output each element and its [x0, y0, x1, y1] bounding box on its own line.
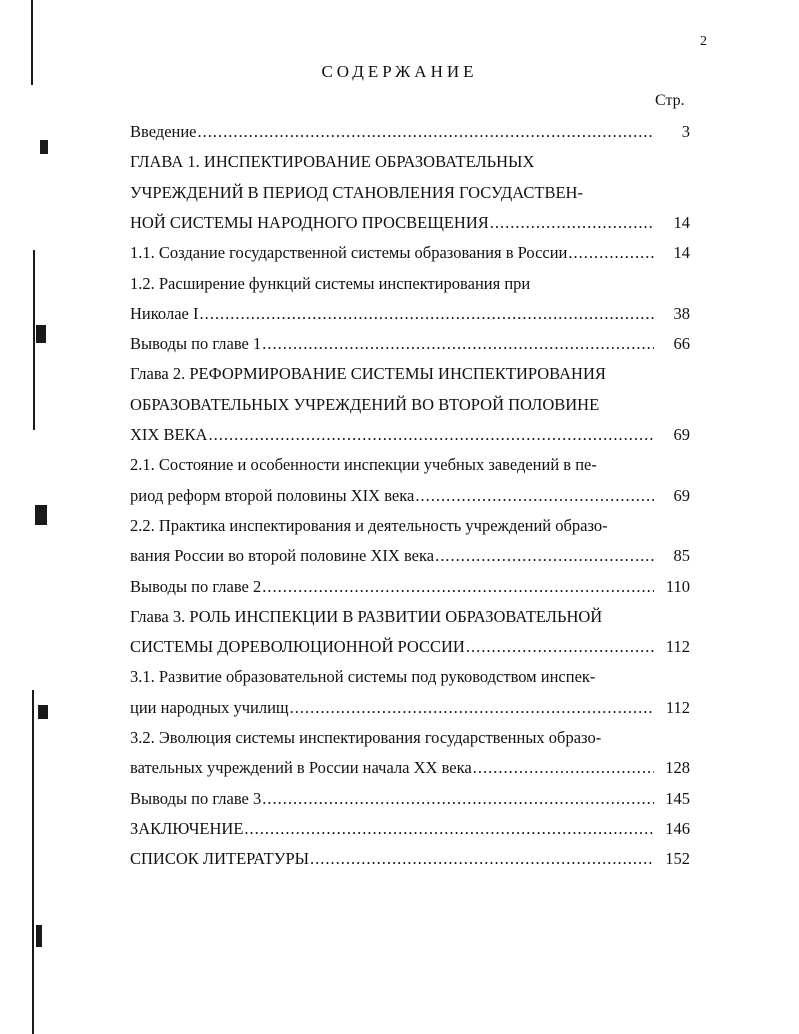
toc-entry-title: вательных учреждений в России начала XX века [130, 758, 472, 778]
toc-entry[interactable] [130, 304, 690, 324]
toc-entry-title: риод реформ второй половины XIX века [130, 485, 415, 505]
toc-leader-dots [262, 334, 654, 354]
toc-entry[interactable] [130, 637, 690, 657]
toc-leader-dots [490, 213, 654, 233]
scan-edge-line-low [32, 690, 34, 1034]
toc-entry[interactable] [130, 213, 690, 233]
toc-page-number: 3 [681, 122, 690, 141]
toc-page-number: 38 [673, 303, 690, 323]
toc-entry[interactable] [130, 849, 690, 869]
toc-entry-title: Николае I [130, 303, 199, 323]
toc-leader-dots [435, 546, 654, 566]
scan-mark-arrow-3 [38, 705, 48, 719]
page-number: 2 [700, 34, 707, 49]
page-column-label: Стр. [655, 92, 685, 109]
toc-page-number: 85 [673, 546, 690, 566]
toc-entry[interactable] [130, 243, 690, 263]
toc-entry-line: УЧРЕЖДЕНИЙ В ПЕРИОД СТАНОВЛЕНИЯ ГОСУДАСТВЕН- [130, 182, 583, 202]
toc-entry-line: 1.2. Расширение функций системы инспектирования при [130, 273, 531, 293]
toc-entry[interactable] [130, 334, 690, 354]
toc-entry-title: Выводы по главе 3 [130, 788, 262, 808]
toc-entry-line: Глава 2. РЕФОРМИРОВАНИЕ СИСТЕМЫ ИНСПЕКТИРОВАНИЯ [130, 364, 606, 384]
scan-mark-arrow-2 [35, 505, 47, 525]
page-title: СОДЕРЖАНИЕ [321, 62, 478, 81]
toc-leader-dots [208, 425, 654, 445]
toc-entry[interactable] [130, 758, 690, 778]
toc-leader-dots [199, 304, 654, 324]
toc-entry-title: СПИСОК ЛИТЕРАТУРЫ [130, 849, 310, 869]
scan-edge-line [31, 0, 33, 85]
toc-page-number: 128 [665, 758, 690, 778]
toc-entry-title: ЗАКЛЮЧЕНИЕ [130, 818, 244, 838]
toc-entry[interactable] [130, 546, 690, 566]
toc-entry-line: Глава 3. РОЛЬ ИНСПЕКЦИИ В РАЗВИТИИ ОБРАЗОВАТЕЛЬНОЙ [130, 606, 603, 626]
toc-entry-title: вания России во второй половине XIX века [130, 546, 435, 566]
toc-page-number: 69 [673, 485, 690, 505]
toc-page-number: 145 [665, 788, 690, 808]
toc-leader-dots [466, 637, 654, 657]
toc-page-number: 112 [665, 637, 690, 657]
toc-entry[interactable] [130, 789, 690, 809]
toc-entry-title: НОЙ СИСТЕМЫ НАРОДНОГО ПРОСВЕЩЕНИЯ [130, 212, 489, 232]
toc-page-number: 14 [673, 212, 690, 232]
toc-entry[interactable] [130, 122, 690, 142]
toc-entry[interactable] [130, 698, 690, 718]
toc-leader-dots [568, 243, 654, 263]
toc-entry-title: Введение [130, 122, 197, 141]
toc-entry-title: Выводы по главе 2 [130, 576, 262, 596]
toc-leader-dots [310, 849, 654, 869]
scan-edge-line-mid [33, 250, 35, 430]
toc-entry-line: 3.1. Развитие образовательной системы под руководством инспек- [130, 667, 596, 687]
toc-leader-dots [262, 789, 654, 809]
toc-entry-line: ОБРАЗОВАТЕЛЬНЫХ УЧРЕЖДЕНИЙ ВО ВТОРОЙ ПОЛОВИНЕ [130, 394, 600, 414]
toc-page-number: 110 [665, 576, 690, 596]
toc-entry[interactable] [130, 819, 690, 839]
toc-leader-dots [290, 698, 654, 718]
toc-page-number: 14 [673, 243, 690, 263]
toc-entry-line: 3.2. Эволюция системы инспектирования государственных образо- [130, 728, 602, 747]
scan-mark-bottom [36, 925, 42, 947]
toc-entry-title: Выводы по главе 1 [130, 334, 262, 354]
toc-page-number: 146 [665, 818, 690, 838]
toc-entry[interactable] [130, 486, 690, 506]
toc-entry-line: ГЛАВА 1. ИНСПЕКТИРОВАНИЕ ОБРАЗОВАТЕЛЬНЫХ [130, 152, 535, 172]
toc-page-number: 152 [665, 849, 690, 869]
toc-entry-title: СИСТЕМЫ ДОРЕВОЛЮЦИОННОЙ РОССИИ [130, 637, 465, 657]
toc-page-number: 66 [673, 334, 690, 354]
toc-entry-line: 2.1. Состояние и особенности инспекции учебных заведений в пе- [130, 455, 597, 475]
toc-page-number: 69 [673, 425, 690, 444]
toc-leader-dots [415, 486, 654, 506]
toc-leader-dots [244, 819, 654, 839]
toc-entry[interactable] [130, 425, 690, 445]
toc-leader-dots [473, 758, 654, 778]
toc-page-number: 112 [665, 697, 690, 717]
toc-entry-title: XIX ВЕКА [130, 425, 208, 444]
scan-mark-arrow-1 [36, 325, 46, 343]
toc-entry-title: ции народных училищ [130, 697, 289, 717]
scan-mark-top [40, 140, 48, 154]
toc-entry-line: 2.2. Практика инспектирования и деятельность учреждений образо- [130, 515, 608, 535]
toc-leader-dots [262, 577, 654, 597]
toc-entry-title: 1.1. Создание государственной системы образования в России [130, 243, 568, 263]
toc-entry[interactable] [130, 577, 690, 597]
toc-leader-dots [198, 122, 654, 142]
